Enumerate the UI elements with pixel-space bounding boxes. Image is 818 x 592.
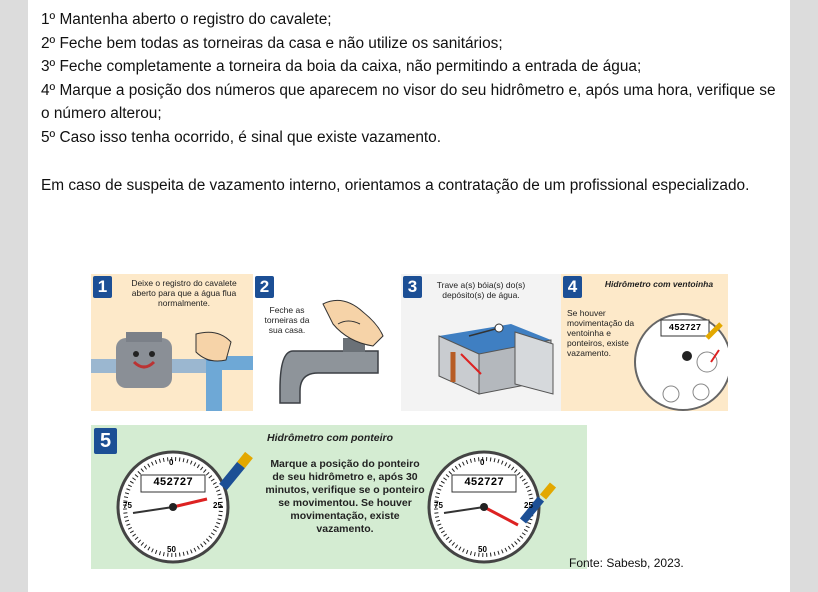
- step-2-text: 2º Feche bem todas as torneiras da casa e não utilize os sanitários;: [41, 34, 503, 52]
- dial-label-25: 25: [524, 501, 533, 510]
- dial-label-50: 50: [478, 545, 487, 554]
- dial-label-75: 75: [434, 501, 443, 510]
- water-tank-drawing: [401, 274, 561, 411]
- pointer-meters-drawing: [91, 425, 587, 569]
- step-5-text: 5º Caso isso tenha ocorrido, é sinal que existe vazamento.: [41, 128, 442, 146]
- dial-label-75: 75: [123, 501, 132, 510]
- panel-caption: Trave a(s) bóia(s) do(s) depósito(s) de água.: [436, 280, 526, 300]
- water-meter-drawing: [91, 274, 253, 411]
- dial-label-0: 0: [169, 458, 174, 467]
- dial-label-0: 0: [480, 458, 485, 467]
- step-number-badge: 2: [255, 276, 274, 298]
- panel-caption: Marque a posição do ponteiro de seu hidrômetro e, após 30 minutos, verifique se o ponteiro se movimentou. Se houver movimentação, existe vazamento.: [265, 458, 425, 535]
- meter-register-display: 452727: [668, 323, 702, 333]
- dial-label-50: 50: [167, 545, 176, 554]
- illustration-step-3: [401, 274, 561, 411]
- dial-label-25: 25: [213, 501, 222, 510]
- step-4-text: 4º Marque a posição dos números que aparecem no visor do seu hidrômetro e, após uma hora, verifique se o número alterou;: [41, 81, 776, 123]
- meter-register-display: 452727: [464, 477, 504, 489]
- step-number-badge: 1: [93, 276, 112, 298]
- illustration-step-4: [561, 274, 728, 411]
- panel-caption: Se houver movimentação da ventoinha e ponteiros, existe vazamento.: [567, 308, 635, 358]
- panel-title: Hidrômetro com ponteiro: [267, 432, 394, 444]
- panel-title: Hidrômetro com ventoinha: [604, 279, 714, 289]
- step-number-badge: 5: [94, 428, 117, 454]
- faucet-drawing: [253, 274, 401, 411]
- meter-with-fan-drawing: [561, 274, 728, 411]
- advice-paragraph: Em caso de suspeita de vazamento interno, orientamos a contratação de um profissional especializado.: [41, 176, 750, 194]
- figure-source: Fonte: Sabesb, 2023.: [569, 556, 684, 570]
- illustration-step-1: [91, 274, 253, 411]
- panel-caption: Deixe o registro do cavalete aberto para que a água flua normalmente.: [131, 278, 237, 308]
- document-page: [28, 0, 790, 592]
- panel-caption: Feche as torneiras da sua casa.: [264, 305, 310, 335]
- instructions-text: [41, 8, 777, 197]
- illustration-step-2: [253, 274, 401, 411]
- step-number-badge: 4: [563, 276, 582, 298]
- meter-register-display: 452727: [153, 477, 193, 489]
- step-1-text: 1º Mantenha aberto o registro do cavalete;: [41, 11, 332, 28]
- illustration-step-5: [91, 425, 587, 569]
- step-number-badge: 3: [403, 276, 422, 298]
- step-3-text: 3º Feche completamente a torneira da boia da caixa, não permitindo a entrada de água;: [41, 58, 642, 76]
